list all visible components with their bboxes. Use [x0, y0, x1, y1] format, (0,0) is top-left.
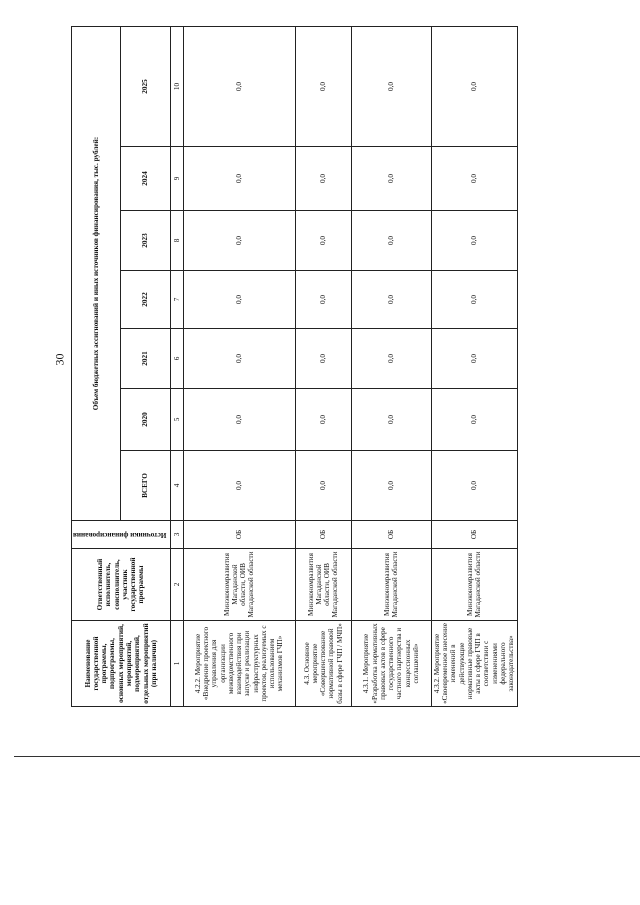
row-value: 0,0 — [183, 329, 295, 389]
header-responsible: Ответственный исполнитель, соисполнитель, участник государственной программы — [72, 549, 171, 621]
page-divider — [14, 756, 640, 757]
row-value: 0,0 — [351, 147, 431, 211]
header-year-2023: 2023 — [121, 211, 170, 271]
header-name: Наименование государственной программы, подпрограммы, основных мероприятий, мероприятий, подмероприятий, отдельных мероприятий (при наличии) — [72, 621, 171, 707]
row-value: 0,0 — [295, 211, 351, 271]
row-responsible: Минэкономразвития Магаданской области — [431, 549, 517, 621]
row-source: ОБ — [295, 521, 351, 549]
row-value: 0,0 — [351, 271, 431, 329]
index-cell: 3 — [170, 521, 183, 549]
row-value-total: 0,0 — [351, 451, 431, 521]
row-value: 0,0 — [351, 27, 431, 147]
index-cell: 2 — [170, 549, 183, 621]
row-responsible: Минэкономразвития Магаданской области, ОИВ Магаданской области — [295, 549, 351, 621]
row-value: 0,0 — [183, 389, 295, 451]
row-value: 0,0 — [295, 329, 351, 389]
row-value: 0,0 — [351, 389, 431, 451]
row-name: 4.3. Основное мероприятие «Совершенствование нормативной правовой базы в сфере ГЧП / МЧП» — [295, 621, 351, 707]
row-value-total: 0,0 — [183, 451, 295, 521]
table-row — [295, 27, 351, 707]
row-value: 0,0 — [431, 271, 517, 329]
header-row-1 — [72, 27, 121, 707]
index-cell: 1 — [170, 621, 183, 707]
row-value: 0,0 — [183, 27, 295, 147]
row-name: 4.2.2. Мероприятие «Внедрение проектного управления для организации межведомственного взаимодействия при запуске и реализации инфраструктурных проектов, реализуемых с использованием механизмов ГЧП» — [183, 621, 295, 707]
index-cell: 7 — [170, 271, 183, 329]
row-value-total: 0,0 — [295, 451, 351, 521]
header-total: ВСЕГО — [121, 451, 170, 521]
table-row — [431, 27, 517, 707]
row-value: 0,0 — [295, 147, 351, 211]
row-value: 0,0 — [431, 147, 517, 211]
row-value: 0,0 — [183, 271, 295, 329]
financing-table — [71, 26, 518, 707]
header-volume: Объем бюджетных ассигнований и иных источников финансирования, тыс. рублей: — [72, 27, 121, 521]
row-responsible: Минэкономразвития Магаданской области — [351, 549, 431, 621]
header-year-2020: 2020 — [121, 389, 170, 451]
row-value: 0,0 — [431, 27, 517, 147]
header-year-2025: 2025 — [121, 27, 170, 147]
row-value: 0,0 — [431, 211, 517, 271]
row-source: ОБ — [431, 521, 517, 549]
index-row — [170, 27, 183, 707]
row-name: 4.3.2. Мероприятие «Своевременное внесение изменений в действующие нормативные правовые акты в сфере ГЧП в соответствии с изменениями федерального законодательства» — [431, 621, 517, 707]
index-cell: 4 — [170, 451, 183, 521]
header-year-2022: 2022 — [121, 271, 170, 329]
row-value: 0,0 — [183, 211, 295, 271]
row-source: ОБ — [351, 521, 431, 549]
row-value: 0,0 — [295, 389, 351, 451]
row-value-total: 0,0 — [431, 451, 517, 521]
row-value: 0,0 — [351, 211, 431, 271]
header-source — [72, 521, 171, 549]
row-value: 0,0 — [431, 329, 517, 389]
header-year-2024: 2024 — [121, 147, 170, 211]
table-row — [183, 27, 295, 707]
financing-table-container — [71, 27, 516, 707]
row-value: 0,0 — [295, 27, 351, 147]
row-value: 0,0 — [431, 389, 517, 451]
index-cell: 8 — [170, 211, 183, 271]
page-number: 30 — [52, 353, 67, 366]
row-value: 0,0 — [295, 271, 351, 329]
row-responsible: Минэкономразвития Магаданской области, ОИВ Магаданской области — [183, 549, 295, 621]
index-cell: 10 — [170, 27, 183, 147]
index-cell: 9 — [170, 147, 183, 211]
header-year-2021: 2021 — [121, 329, 170, 389]
row-source: ОБ — [183, 521, 295, 549]
row-value: 0,0 — [351, 329, 431, 389]
index-cell: 5 — [170, 389, 183, 451]
row-value: 0,0 — [183, 147, 295, 211]
index-cell: 6 — [170, 329, 183, 389]
header-source-label: Источники финансирования — [73, 530, 167, 539]
row-name: 4.3.1. Мероприятие «Разработка нормативных правовых актов в сфере государственного частного партнерства и концессионных соглашений» — [351, 621, 431, 707]
table-row — [351, 27, 431, 707]
